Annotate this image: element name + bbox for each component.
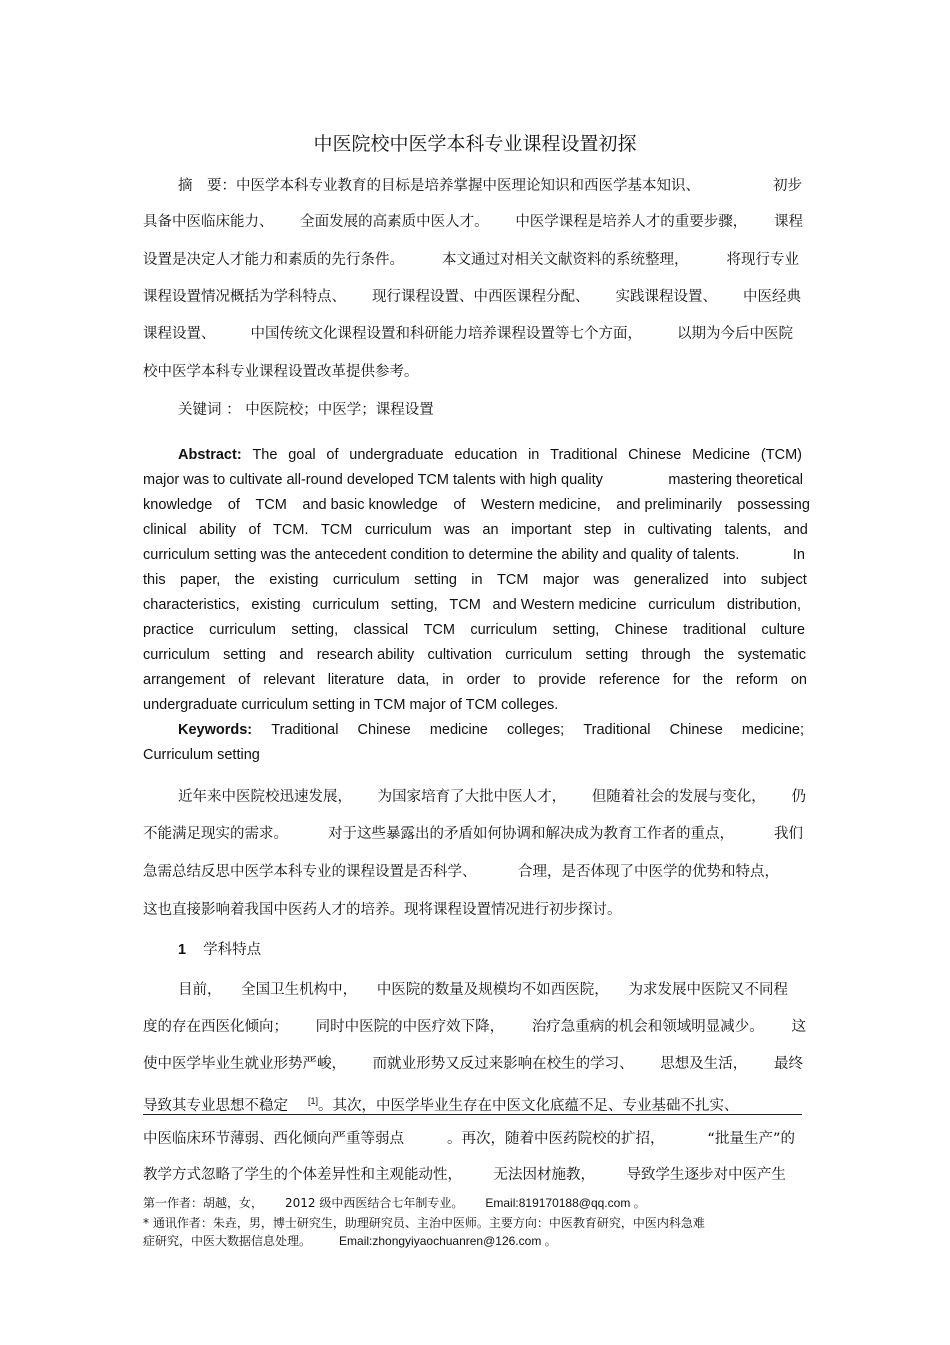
en-abstract-line: clinical ability of TCM. TCM curriculum was an important step in cultivating talents, and: [143, 522, 808, 538]
section-number: 1: [178, 942, 187, 958]
en-abstract-line: knowledge of TCM and basic knowledge of Western medicine, and preliminarily possessing: [143, 497, 810, 513]
section-heading: [178, 941, 261, 959]
citation-ref: [1]: [308, 1096, 319, 1106]
body-line: 导致其专业思想不稳定 [1]。其次，中医学毕业生存在中医文化底蕴不足、专业基础不扎实、: [143, 1096, 739, 1114]
footnote-first-author: 第一作者：胡越，女， 2012 级中西医结合七年制专业。 Email:819170188@qq.com 。: [143, 1196, 646, 1210]
en-abstract-line: undergraduate curriculum setting in TCM major of TCM colleges.: [143, 697, 559, 713]
en-abstract-line: characteristics, existing curriculum setting, TCM and Western medicine curriculum distribution,: [143, 597, 801, 613]
body-line: 目前， 全国卫生机构中， 中医院的数量及规模均不如西医院， 为求发展中医院又不同程: [178, 982, 788, 998]
en-abstract-line: practice curriculum setting, classical TCM curriculum setting, Chinese traditional culture: [143, 622, 805, 638]
cn-keywords: 关键词 ： 中医院校；中医学；课程设置: [178, 402, 434, 418]
en-abstract-line: arrangement of relevant literature data, in order to provide reference for the reform on: [143, 672, 807, 688]
intro-line: 不能满足现实的需求。 对于这些暴露出的矛盾如何协调和解决成为教育工作者的重点， 我们: [143, 826, 803, 842]
cn-abstract-line: 设置是决定人才能力和素质的先行条件。 本文通过对相关文献资料的系统整理， 将现行专业: [143, 252, 799, 268]
paper-title: 中医院校中医学本科专业课程设置初探: [313, 133, 637, 155]
en-abstract-line: Abstract: The goal of undergraduate education in Traditional Chinese Medicine (TCM): [178, 447, 802, 463]
footnote-corresponding-author-cont: 症研究，中医大数据信息处理。 Email:zhongyiyaochuanren@126.com 。: [143, 1234, 557, 1248]
intro-line: 近年来中医院校迅速发展， 为国家培育了大批中医人才， 但随着社会的发展与变化， 仍: [178, 789, 806, 805]
cn-abstract-line: 课程设置情况概括为学科特点、 现行课程设置、中西医课程分配、 实践课程设置、 中医经典: [143, 289, 801, 305]
body-line: 度的存在西医化倾向； 同时中医院的中医疗效下降， 治疗急重病的机会和领域明显减少。 这: [143, 1019, 806, 1035]
cn-abstract-line: 校中医学本科专业课程设置改革提供参考。: [143, 364, 419, 380]
footnote-corresponding-author: * 通讯作者：朱垚，男，博士研究生，助理研究员、主治中医师。主要方向：中医教育研究，中医内科急难: [143, 1216, 705, 1230]
en-abstract-line: curriculum setting was the antecedent condition to determine the ability and quality of talents. In: [143, 547, 805, 563]
cn-abstract-line: 摘 要：中医学本科专业教育的目标是培养掌握中医理论知识和西医学基本知识、 初步: [178, 178, 802, 194]
intro-line: 这也直接影响着我国中医药人才的培养。现将课程设置情况进行初步探讨。: [143, 902, 622, 918]
body-line: 教学方式忽略了学生的个体差异性和主观能动性， 无法因材施教， 导致学生逐步对中医产生: [143, 1167, 786, 1183]
body-line: 使中医学毕业生就业形势严峻， 而就业形势又反过来影响在校生的学习、 思想及生活， 最终: [143, 1056, 803, 1072]
section-title: 学科特点: [203, 942, 262, 958]
body-line: 中医临床环节薄弱、西化倾向严重等弱点 。再次，随着中医药院校的扩招， “批量生产”的: [143, 1131, 795, 1147]
en-keywords-line: Keywords: Traditional Chinese medicine colleges; Traditional Chinese medicine;: [178, 722, 804, 738]
cn-abstract-line: 课程设置、 中国传统文化课程设置和科研能力培养课程设置等七个方面， 以期为今后中医院: [143, 326, 793, 342]
en-abstract-line: major was to cultivate all-round developed TCM talents with high quality mastering theoretical: [143, 472, 803, 488]
en-abstract-line: curriculum setting and research ability cultivation curriculum setting through the systematic: [143, 647, 806, 663]
abstract-label: Abstract:: [178, 447, 242, 463]
en-abstract-line: this paper, the existing curriculum setting in TCM major was generalized into subject: [143, 572, 807, 588]
footnote-divider: [143, 1114, 802, 1115]
en-keywords-line: Curriculum setting: [143, 747, 260, 763]
intro-line: 急需总结反思中医学本科专业的课程设置是否科学、 合理，是否体现了中医学的优势和特点，: [143, 864, 779, 880]
keywords-label: Keywords:: [178, 722, 253, 738]
cn-abstract-line: 具备中医临床能力、 全面发展的高素质中医人才。 中医学课程是培养人才的重要步骤， 课程: [143, 214, 803, 230]
